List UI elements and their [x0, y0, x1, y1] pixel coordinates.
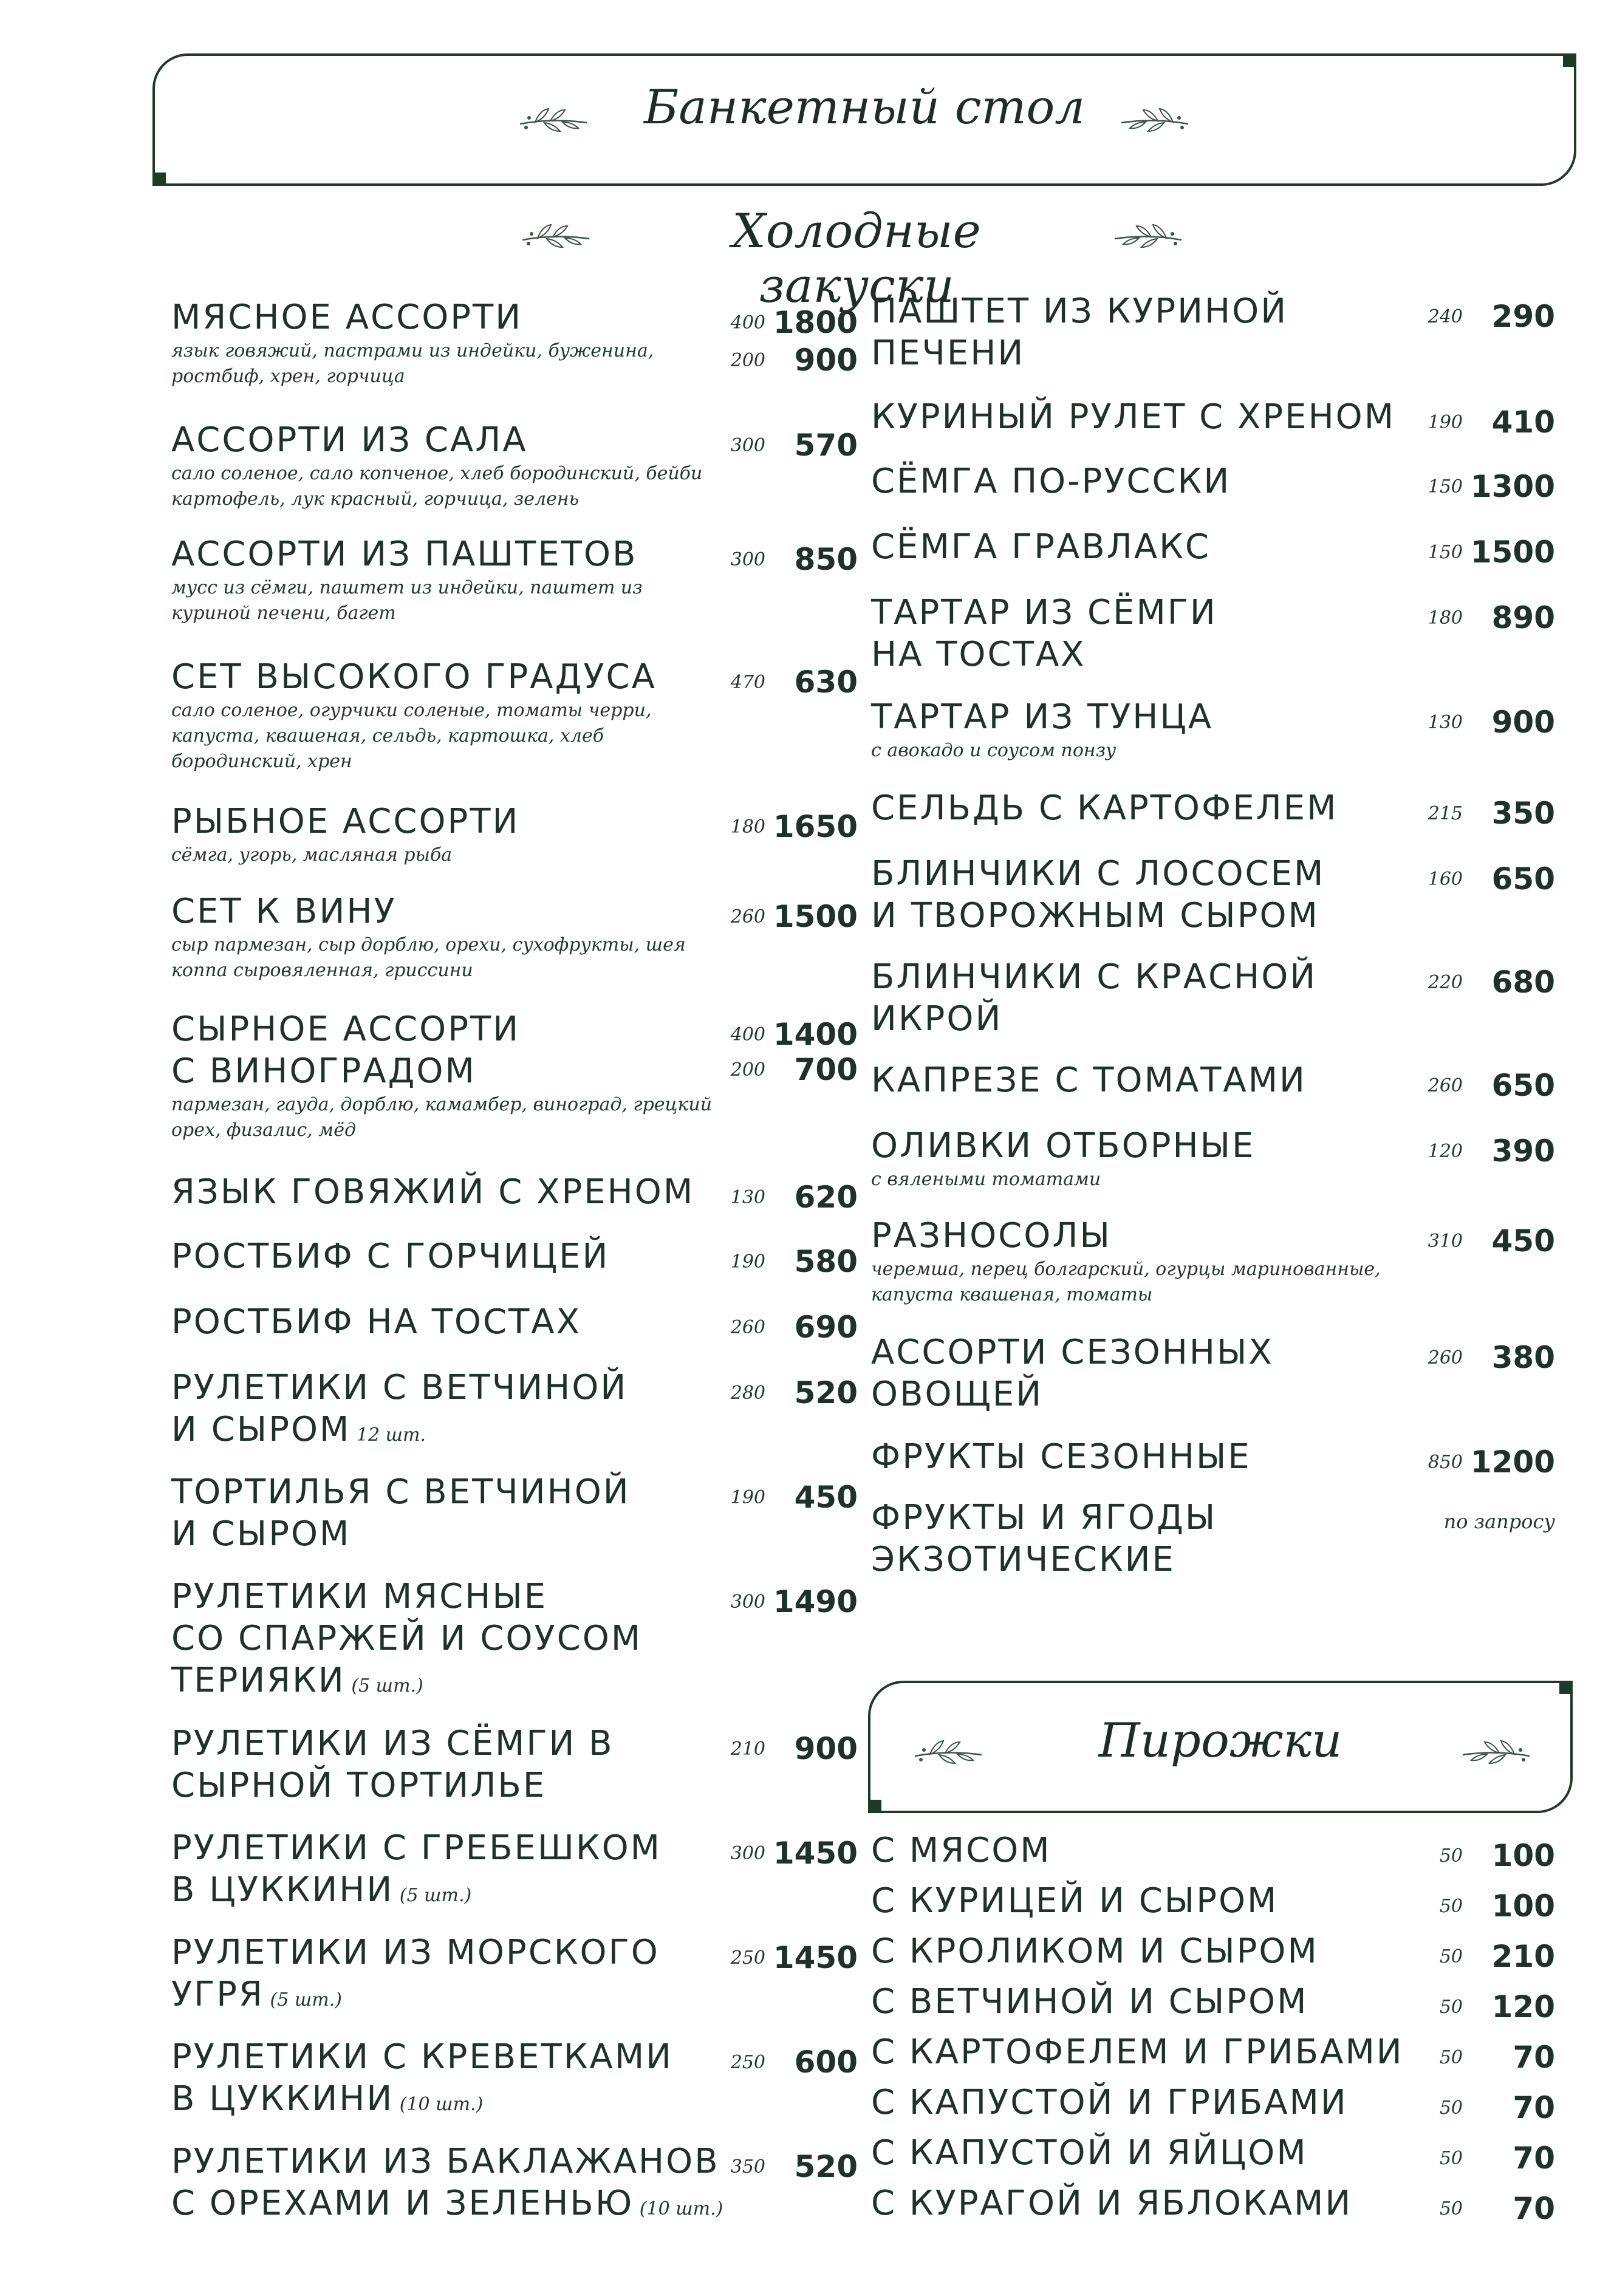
pie-name: С КУРИЦЕЙ И СЫРОМ	[871, 1881, 1279, 1921]
menu-item	[171, 656, 657, 774]
item-name: НА ТОСТАХ	[871, 635, 1086, 674]
item-count: (5 шт.)	[394, 1885, 472, 1906]
item-price: 570	[794, 428, 858, 463]
item-name: АССОРТИ ИЗ ПАШТЕТОВ	[171, 535, 638, 574]
item-weight: 190	[730, 1487, 765, 1508]
item-price-half: 900	[794, 343, 858, 378]
item-name: И СЫРОМ 12 шт.	[171, 1410, 426, 1449]
item-description: пармезан, гауда, дорблю, камамбер, виноград, грецкий	[171, 1094, 713, 1115]
item-description: с вялеными томатами	[871, 1169, 1101, 1190]
item-description: с авокадо и соусом понзу	[871, 740, 1116, 761]
item-price: 630	[794, 665, 858, 700]
menu-item	[871, 1215, 1381, 1308]
pie-name: С КАПУСТОЙ И ГРИБАМИ	[871, 2083, 1348, 2122]
item-name: ОВОЩЕЙ	[871, 1375, 1044, 1414]
menu-item	[171, 1367, 627, 1450]
item-price: 1650	[773, 809, 858, 844]
item-name: ИКРОЙ	[871, 999, 1003, 1039]
pie-weight: 50	[1439, 1896, 1463, 1917]
item-price: 900	[1491, 705, 1555, 740]
menu-item	[171, 1932, 660, 2015]
item-name: ПАШТЕТ ИЗ КУРИНОЙ	[871, 292, 1288, 331]
pie-price: 120	[1491, 1989, 1555, 2024]
pie-name: С МЯСОМ	[871, 1831, 1051, 1870]
menu-item	[171, 296, 654, 389]
item-description: бородинский, хрен	[171, 751, 352, 772]
item-description: мусс из сёмги, паштет из индейки, паштет из	[171, 577, 643, 598]
item-price: 380	[1491, 1340, 1555, 1375]
menu-item	[171, 890, 686, 983]
item-name: И СЫРОМ	[171, 1514, 351, 1554]
item-weight: 260	[730, 1317, 765, 1338]
item-name: ТАРТАР ИЗ СЁМГИ	[871, 593, 1217, 632]
item-weight: 400	[730, 312, 765, 333]
sprig-right-icon	[1112, 216, 1185, 258]
item-name: ОЛИВКИ ОТБОРНЫЕ	[871, 1126, 1256, 1166]
item-price: 410	[1491, 405, 1555, 440]
menu-item	[871, 460, 1231, 502]
item-name: МЯСНОЕ АССОРТИ	[171, 298, 523, 337]
item-price: 1450	[773, 1836, 858, 1871]
item-name: БЛИНЧИКИ С КРАСНОЙ	[871, 957, 1318, 997]
item-weight: 150	[1428, 542, 1463, 563]
item-weight: 150	[1428, 476, 1463, 497]
item-name: УГРЯ (5 шт.)	[171, 1975, 342, 2014]
item-description: куриной печени, багет	[171, 603, 396, 624]
item-count: (5 шт.)	[345, 1675, 423, 1696]
item-name: С ВИНОГРАДОМ	[171, 1051, 476, 1091]
item-price: 580	[794, 1244, 858, 1279]
item-name: В ЦУККИНИ (10 шт.)	[171, 2079, 484, 2119]
menu-item	[871, 1436, 1251, 1478]
item-price: 1200	[1470, 1444, 1555, 1480]
section-title: Холодные закуски	[732, 204, 981, 313]
item-name: ТЕРИЯКИ (5 шт.)	[171, 1661, 423, 1700]
item-description: сёмга, угорь, масляная рыба	[171, 844, 453, 866]
item-name: РУЛЕТИКИ С ГРЕБЕШКОМ	[171, 1828, 662, 1868]
item-weight-half: 200	[730, 1059, 765, 1081]
item-price: 1450	[773, 1940, 858, 1975]
item-name: СЁМГА ГРАВЛАКС	[871, 527, 1211, 567]
item-name: РУЛЕТИКИ ИЗ МОРСКОГО	[171, 1933, 660, 1972]
item-description: сыр пармезан, сыр дорблю, орехи, сухофрукты, шея	[171, 934, 686, 955]
banner	[152, 53, 1576, 186]
item-weight: 220	[1428, 972, 1463, 993]
item-name: СЁМГА ПО-РУССКИ	[871, 462, 1231, 501]
item-weight: 310	[1428, 1231, 1463, 1252]
item-price: 620	[794, 1180, 858, 1215]
item-weight: 250	[730, 1947, 765, 1969]
item-price: 690	[794, 1310, 858, 1345]
pie-weight: 50	[1439, 2097, 1463, 2119]
item-weight: 130	[1428, 712, 1463, 733]
item-description: сало соленое, сало копченое, хлеб бородинский, бейби	[171, 463, 703, 484]
item-name: СЕЛЬДЬ С КАРТОФЕЛЕМ	[871, 788, 1338, 828]
item-name: С ОРЕХАМИ И ЗЕЛЕНЬЮ (10 шт.)	[171, 2184, 723, 2223]
pie-price: 70	[1513, 2090, 1555, 2125]
item-description: ростбиф, хрен, горчица	[171, 366, 405, 387]
item-count: 12 шт.	[350, 1424, 426, 1446]
menu-item	[171, 1171, 694, 1213]
item-name: РУЛЕТИКИ ИЗ БАКЛАЖАНОВ	[171, 2142, 720, 2181]
item-price-half: 700	[794, 1052, 858, 1087]
item-description: картофель, лук красный, горчица, зелень	[171, 488, 579, 510]
item-description: язык говяжий, пастрами из индейки, буженина,	[171, 340, 654, 361]
item-name: ЭКЗОТИЧЕСКИЕ	[871, 1540, 1175, 1579]
item-price: 1300	[1470, 469, 1555, 504]
item-weight: 215	[1428, 803, 1463, 824]
item-price: 520	[794, 1375, 858, 1410]
pie-price: 70	[1513, 2040, 1555, 2075]
item-name: СЕТ К ВИНУ	[171, 892, 397, 931]
pie-name: С КАПУСТОЙ И ЯЙЦОМ	[871, 2133, 1308, 2173]
item-name: ТАРТАР ИЗ ТУНЦА	[871, 697, 1214, 737]
item-weight: 260	[730, 906, 765, 928]
item-name: ЯЗЫК ГОВЯЖИЙ С ХРЕНОМ	[171, 1172, 695, 1212]
item-weight: 280	[730, 1382, 765, 1404]
item-price: 600	[794, 2045, 858, 2080]
item-description: коппа сыровяленная, гриссини	[171, 960, 473, 981]
pie-name: С КУРАГОЙ И ЯБЛОКАМИ	[871, 2184, 1353, 2223]
item-weight: 300	[730, 1591, 765, 1613]
menu-item	[171, 1301, 581, 1343]
item-price: 350	[1491, 796, 1555, 831]
pie-price: 100	[1491, 1838, 1555, 1873]
item-count: (10 шт.)	[394, 2094, 484, 2115]
menu-item	[871, 787, 1338, 829]
item-weight: 400	[730, 1024, 765, 1045]
item-name: АССОРТИ ИЗ САЛА	[171, 420, 528, 460]
item-weight: 240	[1428, 306, 1463, 327]
item-weight: 130	[730, 1187, 765, 1208]
pie-price: 100	[1491, 1888, 1555, 1924]
item-name: РОСТБИФ С ГОРЧИЦЕЙ	[171, 1237, 610, 1276]
item-weight: 160	[1428, 869, 1463, 890]
item-price: 900	[794, 1731, 858, 1766]
item-weight: 850	[1428, 1452, 1463, 1473]
item-weight: 250	[730, 2052, 765, 2073]
item-weight: 260	[1428, 1347, 1463, 1368]
pie-name: С КАРТОФЕЛЕМ И ГРИБАМИ	[871, 2032, 1404, 2072]
pie-weight: 50	[1439, 1845, 1463, 1867]
item-count: (5 шт.)	[264, 1989, 342, 2011]
menu-item	[871, 526, 1211, 568]
item-description: капуста квашеная, томаты	[871, 1284, 1153, 1305]
item-price: 390	[1491, 1133, 1555, 1169]
sprig-right-icon	[1118, 100, 1191, 142]
pie-weight: 50	[1439, 2148, 1463, 2169]
item-name: АССОРТИ СЕЗОННЫХ	[871, 1333, 1274, 1372]
menu-item	[171, 419, 702, 512]
item-name: РУЛЕТИКИ С КРЕВЕТКАМИ	[171, 2037, 674, 2077]
pies-title: Пирожки	[1098, 1713, 1342, 1768]
menu-item	[171, 2036, 673, 2120]
item-name: СЫРНОЕ АССОРТИ	[171, 1010, 521, 1049]
item-name: СЫРНОЙ ТОРТИЛЬЕ	[171, 1766, 547, 1805]
item-weight: 190	[1428, 412, 1463, 433]
item-price: 1500	[1470, 535, 1555, 570]
pie-name: С КРОЛИКОМ И СЫРОМ	[871, 1932, 1319, 1971]
item-name: РАЗНОСОЛЫ	[871, 1216, 1112, 1256]
item-price: 1490	[773, 1584, 858, 1619]
item-price: 1400	[773, 1017, 858, 1052]
item-price: 450	[1491, 1223, 1555, 1259]
item-name: БЛИНЧИКИ С ЛОСОСЕМ	[871, 854, 1325, 893]
item-weight: 260	[1428, 1075, 1463, 1096]
item-weight: 210	[730, 1738, 765, 1760]
item-price: 1800	[773, 305, 858, 340]
item-name: ПЕЧЕНИ	[871, 333, 1025, 373]
pies-banner	[868, 1681, 1573, 1813]
item-price: 850	[794, 542, 858, 577]
item-weight: 190	[730, 1251, 765, 1273]
item-name: СЕТ ВЫСОКОГО ГРАДУСА	[171, 657, 657, 697]
menu-item	[171, 1827, 662, 1911]
item-count: (10 шт.)	[634, 2198, 723, 2219]
pie-name: С ВЕТЧИНОЙ И СЫРОМ	[871, 1982, 1308, 2021]
pie-weight: 50	[1439, 2047, 1463, 2068]
item-name: ФРУКТЫ СЕЗОННЫЕ	[871, 1437, 1251, 1477]
item-weight: 300	[730, 549, 765, 570]
item-price: 1500	[773, 899, 858, 934]
sprig-right-icon	[1460, 1732, 1533, 1774]
item-weight: 300	[730, 1843, 765, 1864]
menu-item	[171, 1576, 642, 1701]
menu-item	[171, 1723, 614, 1806]
pie-price: 210	[1491, 1939, 1555, 1974]
item-weight: 470	[730, 672, 765, 693]
menu-item	[171, 2141, 723, 2224]
item-name: КУРИНЫЙ РУЛЕТ С ХРЕНОМ	[871, 397, 1396, 437]
item-description: орех, физалис, мёд	[171, 1119, 356, 1141]
menu-item	[871, 396, 1395, 438]
menu-item	[871, 1331, 1274, 1415]
item-weight: 300	[730, 435, 765, 456]
item-price: 450	[794, 1480, 858, 1515]
menu-item	[871, 956, 1317, 1040]
item-price: 650	[1491, 1068, 1555, 1103]
menu-item	[171, 533, 643, 626]
pie-weight: 50	[1439, 1997, 1463, 2018]
item-description: капуста, квашеная, сельдь, картошка, хлеб	[171, 725, 604, 747]
menu-item	[171, 1008, 712, 1143]
item-name: ТОРТИЛЬЯ С ВЕТЧИНОЙ	[171, 1472, 631, 1512]
item-name: РОСТБИФ НА ТОСТАХ	[171, 1302, 581, 1342]
menu-item	[871, 1059, 1307, 1101]
item-weight: 120	[1428, 1141, 1463, 1162]
item-description: черемша, перец болгарский, огурцы маринованные,	[871, 1259, 1381, 1280]
item-name: И ТВОРОЖНЫМ СЫРОМ	[871, 896, 1319, 935]
item-name: СО СПАРЖЕЙ И СОУСОМ	[171, 1619, 643, 1658]
item-name: РУЛЕТИКИ С ВЕТЧИНОЙ	[171, 1368, 628, 1407]
banner-title: Банкетный стол	[643, 80, 1086, 135]
menu-item	[871, 1497, 1217, 1580]
menu-item	[871, 290, 1288, 374]
item-name: РЫБНОЕ АССОРТИ	[171, 802, 520, 841]
pie-price: 70	[1513, 2141, 1555, 2176]
item-on-request: по запросу	[1443, 1510, 1555, 1533]
menu-item	[871, 1125, 1255, 1192]
item-name: В ЦУККИНИ (5 шт.)	[171, 1870, 472, 1910]
pie-weight: 50	[1439, 2198, 1463, 2219]
sprig-left-icon	[517, 100, 590, 142]
pie-weight: 50	[1439, 1946, 1463, 1967]
item-name: РУЛЕТИКИ МЯСНЫЕ	[171, 1577, 548, 1616]
menu-item	[871, 696, 1213, 764]
item-price: 650	[1491, 861, 1555, 897]
menu-item	[171, 1235, 609, 1277]
menu-item	[871, 853, 1325, 937]
item-name: КАПРЕЗЕ С ТОМАТАМИ	[871, 1061, 1307, 1100]
menu-item	[171, 801, 519, 868]
item-description: сало соленое, огурчики соленые, томаты черри,	[171, 700, 652, 721]
sprig-left-icon	[912, 1732, 985, 1774]
item-weight-half: 200	[730, 350, 765, 371]
menu-item	[171, 1471, 631, 1555]
item-price: 520	[794, 2149, 858, 2184]
item-weight: 180	[730, 816, 765, 838]
item-price: 680	[1491, 965, 1555, 1000]
item-weight: 180	[1428, 607, 1463, 629]
item-price: 290	[1491, 299, 1555, 334]
item-price: 890	[1491, 600, 1555, 635]
menu-item	[871, 592, 1217, 675]
item-weight: 350	[730, 2156, 765, 2178]
sprig-left-icon	[519, 216, 592, 258]
item-name: РУЛЕТИКИ ИЗ СЁМГИ В	[171, 1724, 614, 1763]
pie-price: 70	[1513, 2191, 1555, 2226]
item-name: ФРУКТЫ И ЯГОДЫ	[871, 1498, 1217, 1537]
